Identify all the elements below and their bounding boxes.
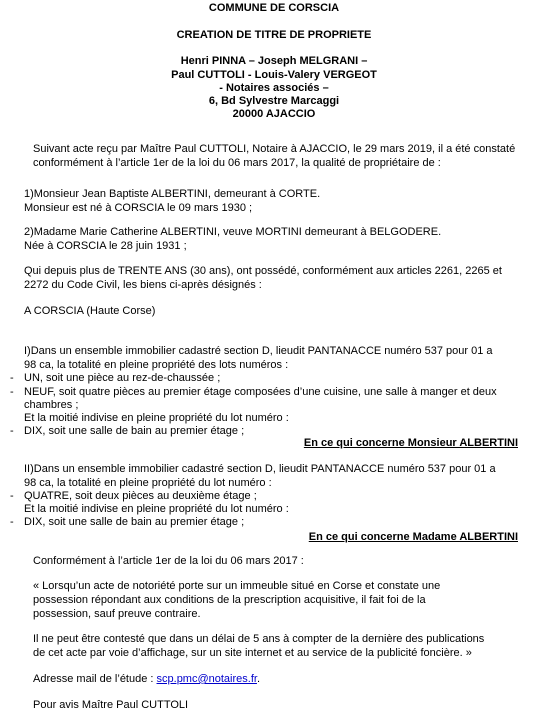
section-2-item-1: QUATRE, soit deux pièces au deuxième étage ; bbox=[24, 490, 257, 502]
section-2-line-1: II)Dans un ensemble immobilier cadastré section D, lieudit PANTANACCE numéro 537 pour 01 a bbox=[24, 463, 496, 475]
possession-line-2: 2272 du Code Civil, les biens ci-après désignés : bbox=[24, 279, 262, 291]
section-1-item-2a: NEUF, soit quatre pièces au premier étage composées d’une cuisine, une salle à manger et deux bbox=[24, 386, 497, 398]
section-1-item-1: UN, soit une pièce au rez-de-chaussée ; bbox=[24, 372, 221, 384]
mail-period: . bbox=[256, 673, 261, 685]
law-quote-5: de cet acte par voie d’affichage, sur un site internet et au service de la publicité foncière. » bbox=[33, 647, 472, 659]
section-1-item-2b: chambres ; bbox=[24, 399, 79, 411]
notaries-line-2: Paul CUTTOLI - Louis-Valery VERGEOT bbox=[171, 69, 377, 81]
mail-label: Adresse mail de l’étude : bbox=[33, 673, 154, 685]
location-line: A CORSCIA (Haute Corse) bbox=[24, 305, 156, 317]
bullet-dash: - bbox=[10, 425, 14, 437]
signature: Pour avis Maître Paul CUTTOLI bbox=[33, 699, 189, 711]
law-quote-4: Il ne peut être contesté que dans un délai de 5 ans à compter de la dernière des publications bbox=[33, 633, 485, 645]
bullet-dash: - bbox=[10, 386, 14, 398]
section-2-concerning: En ce qui concerne Madame ALBERTINI bbox=[308, 531, 518, 543]
mail-line bbox=[33, 673, 260, 685]
address-line-2: 20000 AJACCIO bbox=[232, 108, 316, 120]
mail-link[interactable]: scp.pmc@notaires.fr bbox=[156, 673, 257, 685]
bullet-dash: - bbox=[10, 372, 14, 384]
intro-line-2: conformément à l’article 1er de la loi du 06 mars 2017, la qualité de propriétaire de : bbox=[33, 157, 441, 169]
section-1-line-2: 98 ca, la totalité en pleine propriété des lots numéros : bbox=[24, 359, 289, 371]
section-2-item-2: DIX, soit une salle de bain au premier étage ; bbox=[24, 516, 245, 528]
law-quote-1: « Lorsqu’un acte de notoriété porte sur un immeuble situé en Corse et constate une bbox=[33, 580, 441, 592]
section-2-line-2: 98 ca, la totalité en pleine propriété du lot numéro : bbox=[24, 477, 272, 489]
law-quote-3: possession, sauf preuve contraire. bbox=[33, 608, 201, 620]
section-2-half: Et la moitié indivise en pleine propriété du lot numéro : bbox=[24, 503, 289, 515]
intro-line-1: Suivant acte reçu par Maître Paul CUTTOLI, Notaire à AJACCIO, le 29 mars 2019, il a été constaté bbox=[33, 143, 516, 155]
law-quote-2: possession répondant aux conditions de la prescription acquisitive, il fait foi de la bbox=[33, 594, 426, 606]
owner-1-line-2: Monsieur est né à CORSCIA le 09 mars 1930 ; bbox=[24, 202, 253, 214]
notaries-line-3: - Notaires associés – bbox=[219, 82, 329, 94]
section-1-line-1: I)Dans un ensemble immobilier cadastré section D, lieudit PANTANACCE numéro 537 pour 01 a bbox=[24, 345, 493, 357]
commune-heading: COMMUNE DE CORSCIA bbox=[208, 2, 340, 14]
bullet-dash: - bbox=[10, 516, 14, 528]
address-line-1: 6, Bd Sylvestre Marcaggi bbox=[208, 95, 340, 107]
section-1-item-3: DIX, soit une salle de bain au premier étage ; bbox=[24, 425, 245, 437]
owner-1-line-1: 1)Monsieur Jean Baptiste ALBERTINI, demeurant à CORTE. bbox=[24, 188, 321, 200]
bullet-dash: - bbox=[10, 490, 14, 502]
notaries-line-1: Henri PINNA – Joseph MELGRANI – bbox=[180, 55, 368, 67]
document-title: CREATION DE TITRE DE PROPRIETE bbox=[176, 29, 372, 41]
owner-2-line-1: 2)Madame Marie Catherine ALBERTINI, veuve MORTINI demeurant à BELGODERE. bbox=[24, 226, 442, 238]
possession-line-1: Qui depuis plus de TRENTE ANS (30 ans), ont possédé, conformément aux articles 2261, 2265 et bbox=[24, 265, 502, 277]
section-1-concerning: En ce qui concerne Monsieur ALBERTINI bbox=[303, 437, 518, 449]
owner-2-line-2: Née à CORSCIA le 28 juin 1931 ; bbox=[24, 240, 187, 252]
law-intro: Conformément à l’article 1er de la loi du 06 mars 2017 : bbox=[33, 555, 304, 567]
section-1-half: Et la moitié indivise en pleine propriété du lot numéro : bbox=[24, 412, 289, 424]
